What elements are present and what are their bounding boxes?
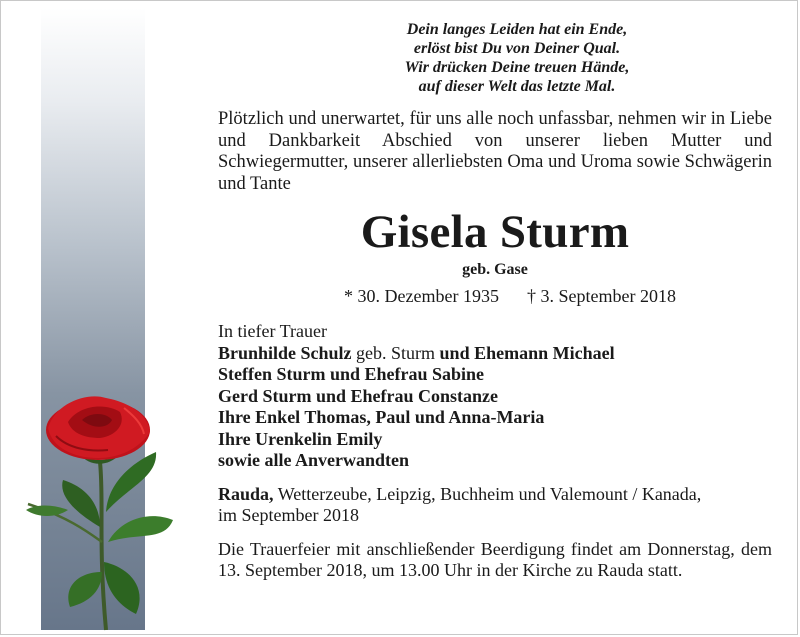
mourners-heading: In tiefer Trauer bbox=[218, 321, 327, 341]
place-others: Wetterzeube, Leipzig, Buchheim und Valemount / Kanada, bbox=[273, 483, 702, 504]
mourner-line: Steffen Sturm und Ehefrau Sabine bbox=[218, 364, 485, 384]
life-dates bbox=[218, 285, 772, 307]
mourners-list bbox=[218, 321, 772, 472]
intro-text: Plötzlich und unerwartet, für uns alle noch unfassbar, nehmen wir in Liebe und Dankbarkeit Abschied von unserer lieben Mutter und Schwiegermutter, unserer allerliebsten Oma und Uroma sowie Schwägerin und Tante bbox=[218, 109, 772, 194]
poem bbox=[218, 20, 772, 96]
poem-line: Dein langes Leiden hat ein Ende, bbox=[406, 21, 628, 38]
rose-icon bbox=[8, 392, 178, 632]
poem-line: auf dieser Welt das letzte Mal. bbox=[418, 78, 616, 95]
place-date: im September 2018 bbox=[218, 505, 359, 525]
notice-content bbox=[218, 20, 772, 582]
mourner-line bbox=[218, 343, 772, 365]
mourner-line: Ihre Enkel Thomas, Paul und Anna-Maria bbox=[218, 407, 545, 427]
death-date: † 3. September 2018 bbox=[526, 286, 676, 306]
deceased-name: Gisela Sturm bbox=[360, 206, 630, 258]
mourner-line: sowie alle Anverwandten bbox=[218, 450, 409, 470]
mourner-note: geb. Sturm bbox=[351, 342, 440, 363]
mourner-line: Ihre Urenkelin Emily bbox=[218, 428, 383, 449]
place-town: Rauda, bbox=[218, 483, 274, 504]
mourner-spouse: und Ehemann Michael bbox=[439, 342, 615, 363]
poem-line: Wir drücken Deine treuen Hände, bbox=[404, 59, 630, 76]
birth-name: geb. Gase bbox=[462, 261, 528, 278]
mourner-line: Gerd Sturm und Ehefrau Constanze bbox=[218, 385, 499, 406]
poem-line: erlöst bist Du von Deiner Qual. bbox=[413, 40, 621, 57]
mourner-name: Brunhilde Schulz bbox=[218, 342, 352, 363]
birth-date: * 30. Dezember 1935 bbox=[344, 286, 499, 306]
place-and-date bbox=[218, 484, 772, 527]
funeral-info: Die Trauerfeier mit anschließender Beerdigung findet am Donnerstag, dem 13. September 2018, um 13.00 Uhr in der Kirche zu Rauda statt. bbox=[218, 538, 772, 580]
